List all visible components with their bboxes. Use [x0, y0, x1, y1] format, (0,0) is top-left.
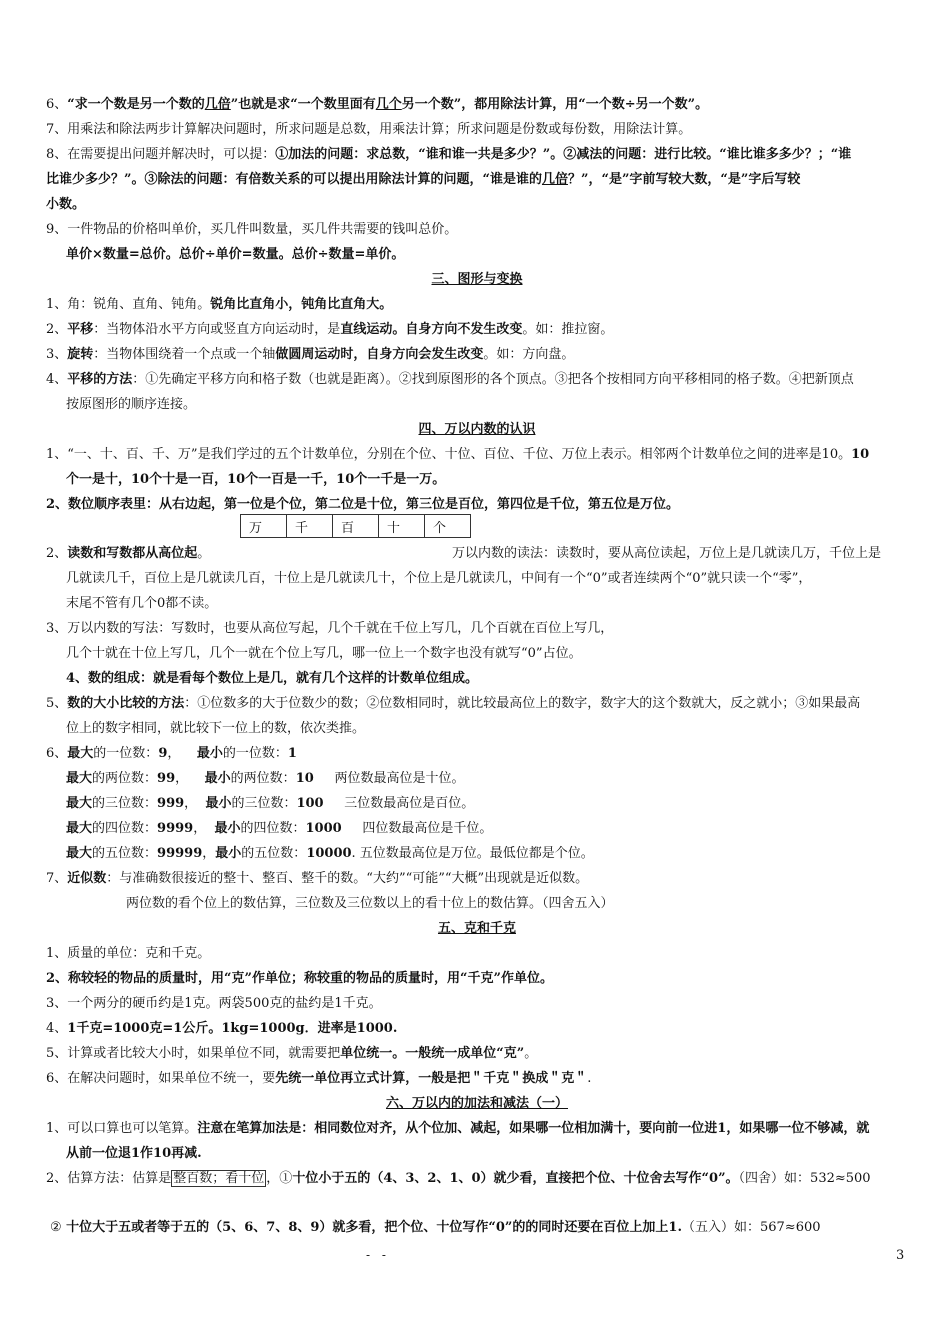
place-value-table — [240, 514, 471, 538]
rotation-item: 3、旋转：当物体围绕着一个点或一个轴做圆周运动时，自身方向会发生改变。如：方向盘。 — [46, 347, 575, 362]
reading-method-end: 末尾不管有几个0都不读。 — [66, 596, 218, 611]
largest-smallest-2-digit: 最大的两位数：99， 最小的两位数：10 两位数最高位是十位。 — [66, 771, 465, 786]
place-order: 2、数位顺序表里：从右边起，第一位是个位，第二位是十位，第三位是百位，第四位是千位，第五位是万位。 — [46, 497, 680, 512]
footer-marker: - - — [366, 1248, 390, 1262]
para-6: 6、“求一个数是另一个数的几倍”也就是求“一个数里面有几个另一个数”，都用除法计算，用“一个数÷另一个数”。 — [46, 97, 709, 112]
round-up-rule: ② 十位大于五或者等于五的（5、6、7、8、9）就多看，把个位、十位写作“0”的的同时还要在百位上加上1.（五入）如：567≈600 — [50, 1220, 821, 1235]
place-cell-shi: 十 — [379, 515, 425, 538]
angle-item: 1、角：锐角、直角、钝角。锐角比直角小，钝角比直角大。 — [46, 297, 393, 312]
place-cell-bai: 百 — [333, 515, 379, 538]
mass-examples: 3、一个两分的硬币约是1克。两袋500克的盐约是1千克。 — [46, 996, 382, 1011]
translation-method-cont: 按原图形的顺序连接。 — [66, 397, 197, 412]
price-formulas: 单价×数量=总价。总价÷单价=数量。总价÷数量=单价。 — [66, 247, 405, 262]
para-8-line1: 8、在需要提出问题并解决时，可以提：①加法的问题：求总数，“谁和谁一共是多少？”。②减法的问题：进行比较。“谁比谁多多少？；“谁 — [46, 147, 852, 162]
section-heading-6: 六、万以内的加法和减法（一） — [385, 1096, 568, 1111]
largest-smallest-5-digit: 最大的五位数：99999，最小的五位数：10000. 五位数最高位是万位。最低位都是个位。 — [66, 846, 594, 861]
para-8-line2: 比谁少多少？”。③除法的问题：有倍数关系的可以提出用除法计算的问题，“谁是谁的几倍？”，“是”字前写较大数，“是”字后写较 — [46, 172, 801, 187]
counting-units-cont: 个一是十，10个十是一百，10个一百是一千，10个一千是一万。 — [66, 472, 446, 487]
place-cell-wan: 万 — [241, 515, 287, 538]
mass-units: 1、质量的单位：克和千克。 — [46, 946, 211, 961]
estimation-rule: 两位数的看个位上的数估算，三位数及三位数以上的看十位上的数估算。（四舍五入） — [126, 896, 614, 911]
written-addition: 1、可以口算也可以笔算。注意在笔算加法是：相同数位对齐，从个位加、减起，如果哪一位相加满十，要向前一位进1，如果哪一位不够减，就 — [46, 1121, 870, 1136]
read-write-rule: 2、读数和写数都从高位起。 — [46, 546, 211, 561]
para-8-line3: 小数。 — [46, 197, 86, 212]
para-9: 9、一件物品的价格叫单价，买几件叫数量，买几件共需要的钱叫总价。 — [46, 222, 458, 237]
section-heading-5: 五、克和千克 — [437, 921, 516, 936]
approximate-number: 7、近似数：与准确数很接近的整十、整百、整千的数。“大约”“可能”“大概”出现就是近似数。 — [46, 871, 589, 886]
compare-method-cont: 位上的数字相同，就比较下一位上的数，依次类推。 — [66, 721, 366, 736]
compare-method: 5、数的大小比较的方法：①位数多的大于位数少的数；②位数相同时，就比较最高位上的数字，数字大的这个数就大，反之就小；③如果最高 — [46, 696, 861, 711]
largest-smallest-3-digit: 最大的三位数：999， 最小的三位数：100 三位数最高位是百位。 — [66, 796, 475, 811]
largest-smallest-4-digit: 最大的四位数：9999， 最小的四位数：1000 四位数最高位是千位。 — [66, 821, 493, 836]
written-addition-cont: 从前一位退1作10再减. — [66, 1146, 202, 1161]
mass-conversion: 4、1千克=1000克=1公斤。1kg=1000g．进率是1000. — [46, 1021, 398, 1036]
page-number: 3 — [896, 1248, 905, 1263]
mass-unit-choice: 2、称较轻的物品的质量时，用“克”作单位；称较重的物品的质量时，用“千克”作单位。 — [46, 971, 553, 986]
section-heading-4: 四、万以内数的认识 — [418, 422, 536, 437]
section-heading-3: 三、图形与变换 — [431, 272, 523, 287]
writing-method: 3、万以内数的写法：写数时，也要从高位写起，几个千就在千位上写几，几个百就在百位上写几， — [46, 621, 614, 636]
para-7: 7、用乘法和除法两步计算解决问题时，所求问题是总数，用乘法计算；所求问题是份数或每份数，用除法计算。 — [46, 122, 692, 137]
counting-units: 1、“一、十、百、千、万”是我们学过的五个计数单位，分别在个位、十位、百位、千位、万位上表示。相邻两个计数单位之间的进率是10。10 — [46, 447, 870, 462]
number-composition: 4、数的组成：就是看每个数位上是几，就有几个这样的计数单位组成。 — [66, 671, 479, 686]
translation-item: 2、平移：当物体沿水平方向或竖直方向运动时，是直线运动。自身方向不发生改变。如：推拉窗。 — [46, 322, 614, 337]
reading-method: 万以内数的读法：读数时，要从高位读起，万位上是几就读几万，千位上是 — [452, 546, 882, 561]
reading-method-cont: 几就读几千，百位上是几就读几百，十位上是几就读几十，个位上是几就读几，中间有一个“0”或者连续两个“0”就只读一个“零”， — [66, 571, 812, 586]
place-cell-ge: 个 — [425, 515, 471, 538]
place-cell-qian: 千 — [287, 515, 333, 538]
estimation-method: 2、估算方法：估算是 整百数；看十位 ，①十位小于五的（4、3、2、1、0）就少看，直接把个位、十位舍去写作“0”。（四舍）如：532≈500 — [46, 1171, 871, 1186]
largest-smallest-1-digit: 6、最大的一位数：9， 最小的一位数：1 — [46, 746, 297, 761]
solve-with-units: 6、在解决问题时，如果单位不统一，要先统一单位再立式计算，一般是把＂千克＂换成＂克＂. — [46, 1071, 592, 1086]
unify-units: 5、计算或者比较大小时，如果单位不同，就需要把单位统一。一般统一成单位“克”。 — [46, 1046, 538, 1061]
writing-method-cont: 几个十就在十位上写几，几个一就在个位上写几，哪一位上一个数字也没有就写“0”占位。 — [66, 646, 582, 661]
translation-method: 4、平移的方法：①先确定平移方向和格子数（也就是距离）。②找到原图形的各个顶点。③把各个按相同方向平移相同的格子数。④把新顶点 — [46, 372, 854, 387]
